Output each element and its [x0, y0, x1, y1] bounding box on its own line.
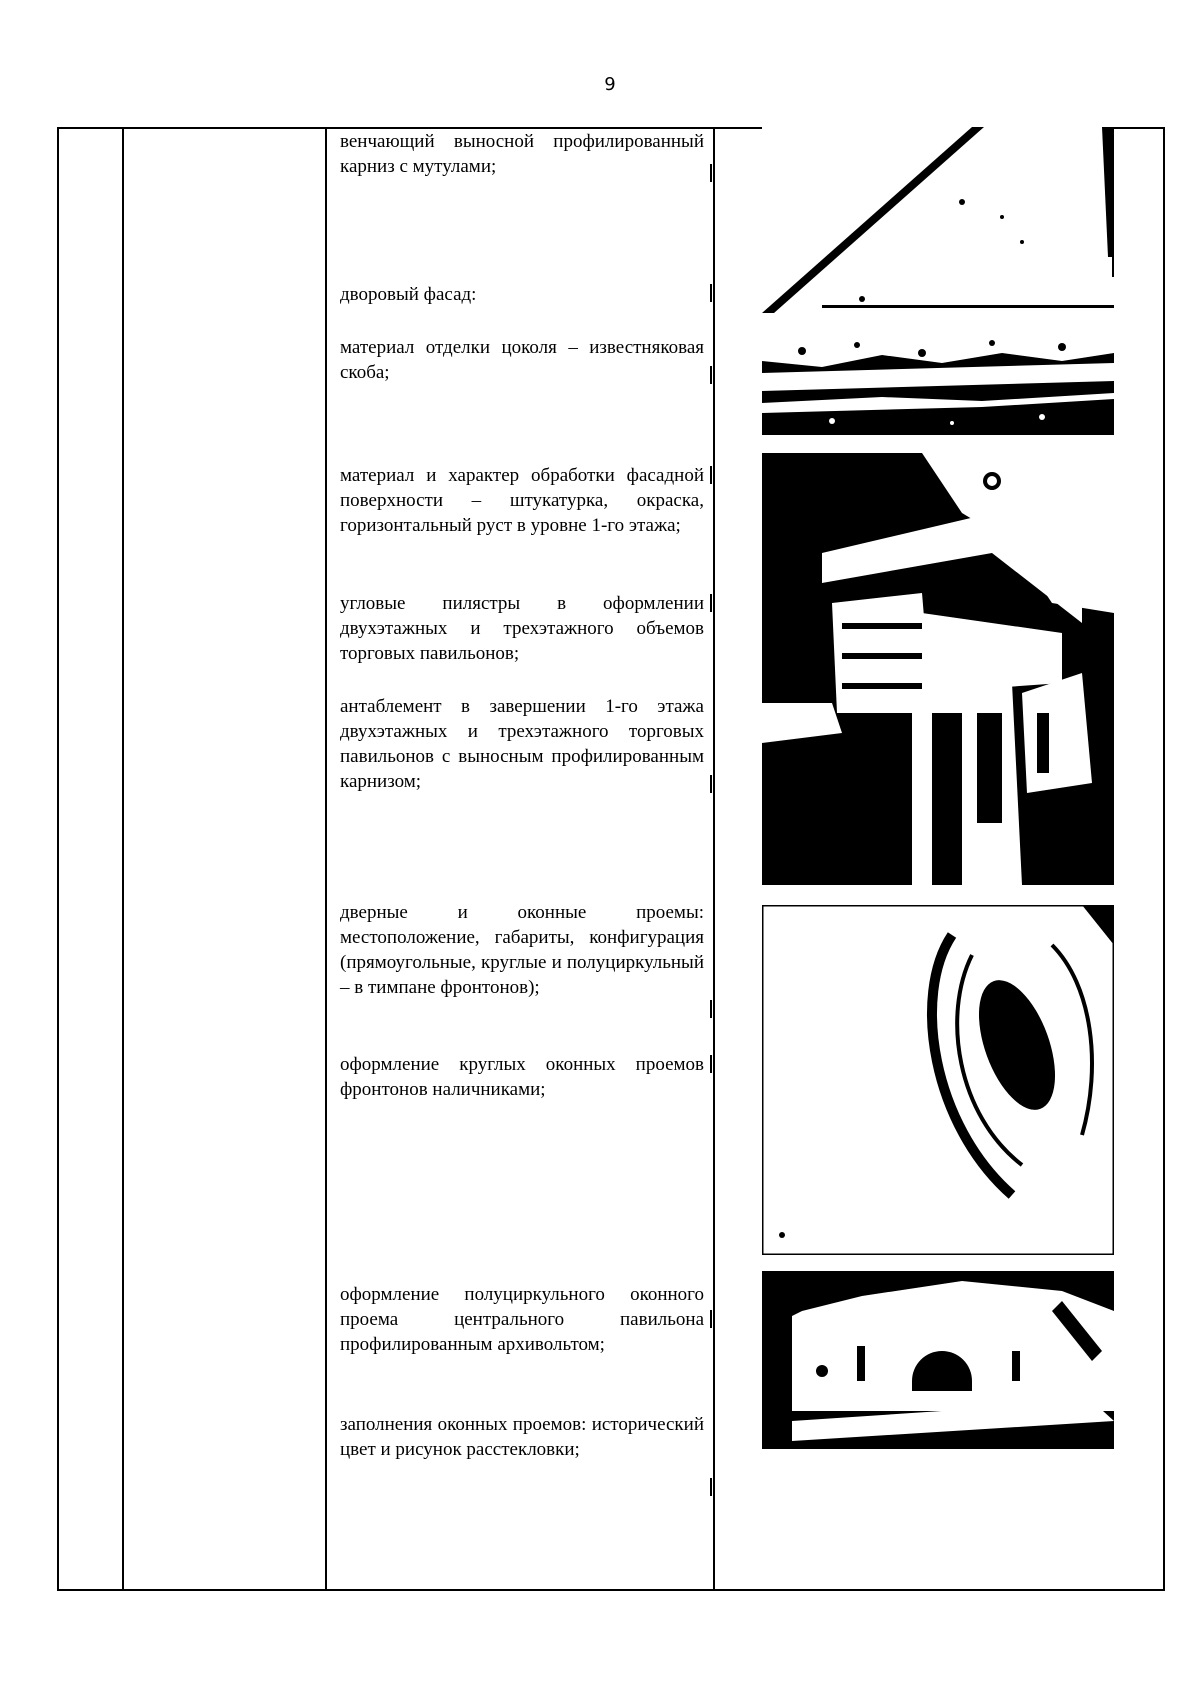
row-round-windows-text: оформление круглых оконных проемов фронтонов наличниками; — [340, 1054, 704, 1100]
row-plinth-text: материал отделки цоколя – известняковая скоба; — [340, 337, 704, 383]
tick-mark — [710, 164, 712, 182]
cornice-mutules-photo — [762, 127, 1114, 313]
arched-window-photo — [762, 1271, 1114, 1449]
tick-mark — [710, 1055, 712, 1073]
row-openings-text: дверные и оконные проемы: местоположение, габариты, конфигурация (прямоугольные, круглые и полуциркульный – в тимпане фронтонов); — [340, 902, 704, 998]
row-pilasters-text: угловые пилястры в оформлении двухэтажных и трехэтажного объемов торговых павильонов; — [340, 593, 704, 664]
row-surface-text: материал и характер обработки фасадной поверхности – штукатурка, окраска, горизонтальный руст в уровне 1-го этажа; — [340, 465, 704, 536]
round-window-photo — [762, 905, 1114, 1255]
tick-mark — [710, 775, 712, 793]
page-number: 9 — [604, 74, 616, 95]
column-divider-3 — [713, 127, 715, 1591]
column-divider-1 — [122, 127, 124, 1591]
row-entablature-text: антаблемент в завершении 1-го этажа двухэтажных и трехэтажного торговых павильонов с выносным профилированным карнизом; — [340, 696, 704, 792]
tick-mark — [710, 594, 712, 612]
limestone-plinth-photo — [762, 333, 1114, 435]
tick-mark — [710, 1478, 712, 1496]
row-courtyard-heading: дворовый фасад: — [340, 284, 477, 305]
tick-mark — [710, 366, 712, 384]
column-divider-2 — [325, 127, 327, 1591]
courtyard-facade-photo — [762, 453, 1114, 885]
tick-mark — [710, 466, 712, 484]
row-cornice-text: венчающий выносной профилированный карниз с мутулами; — [340, 131, 704, 177]
tick-mark — [710, 1310, 712, 1328]
row-window-fills-text: заполнения оконных проемов: исторический цвет и рисунок расстекловки; — [340, 1414, 704, 1460]
row-archivolt-text: оформление полуциркульного оконного проема центрального павильона профилированным архивольтом; — [340, 1284, 704, 1355]
tick-mark — [710, 1000, 712, 1018]
tick-mark — [710, 284, 712, 302]
